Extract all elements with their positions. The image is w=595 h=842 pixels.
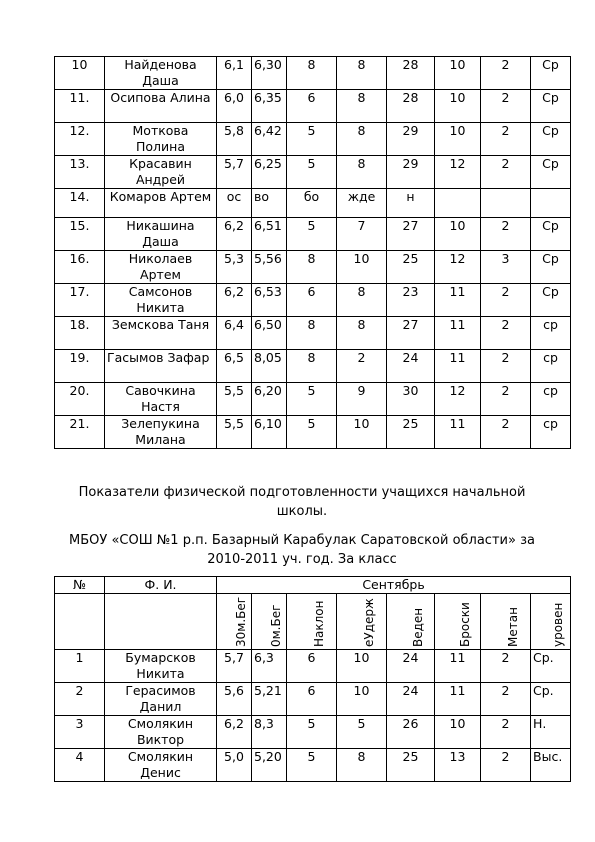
result-cell: 11 [435, 284, 481, 317]
result-cell: 5,7 [217, 650, 252, 683]
vertical-header [387, 594, 435, 650]
caption-school: МБОУ «СОШ №1 р.п. Базарный Карабулак Саратовской области» за 2010-2011 уч. год. За класс [69, 533, 535, 567]
result-cell: 5 [287, 218, 337, 251]
result-cell: 8 [287, 317, 337, 350]
result-cell: 6,5 [217, 350, 252, 383]
student-name: Комаров Артем [105, 189, 217, 218]
row-number: 17. [55, 284, 105, 317]
result-cell: 5 [287, 383, 337, 416]
result-cell: 13 [435, 749, 481, 782]
table-row [55, 683, 571, 716]
result-cell: 6,3 [252, 650, 287, 683]
vertical-header [531, 594, 571, 650]
result-cell: 2 [481, 383, 531, 416]
student-name: Земскова Таня [105, 317, 217, 350]
student-name: Смолякин Виктор [105, 716, 217, 749]
row-number: 21. [55, 416, 105, 449]
vertical-header [252, 594, 287, 650]
result-cell: ср [531, 317, 571, 350]
result-cell: 10 [337, 251, 387, 284]
table-row [55, 749, 571, 782]
header-empty [105, 594, 217, 650]
result-cell: 10 [435, 716, 481, 749]
result-cell: 27 [387, 218, 435, 251]
result-cell: Ср [531, 156, 571, 189]
result-cell: 2 [481, 90, 531, 123]
result-cell: 5,3 [217, 251, 252, 284]
result-cell: 5 [287, 156, 337, 189]
result-cell: 30 [387, 383, 435, 416]
result-cell: 6 [287, 284, 337, 317]
vertical-header [481, 594, 531, 650]
result-cell: 2 [481, 683, 531, 716]
result-cell: ср [531, 416, 571, 449]
result-cell: 25 [387, 749, 435, 782]
student-name: Найденова Даша [105, 57, 217, 90]
result-cell: 28 [387, 57, 435, 90]
result-cell: 8 [287, 251, 337, 284]
result-cell: Н. [531, 716, 571, 749]
student-name: Красавин Андрей [105, 156, 217, 189]
result-cell: 6,10 [252, 416, 287, 449]
result-cell: 6,25 [252, 156, 287, 189]
header-name: Ф. И. [105, 577, 217, 594]
result-cell: 5,56 [252, 251, 287, 284]
row-number: 18. [55, 317, 105, 350]
result-cell: 11 [435, 416, 481, 449]
result-cell: ос [217, 189, 252, 218]
table-row [55, 650, 571, 683]
result-cell: жде [337, 189, 387, 218]
result-cell: 24 [387, 683, 435, 716]
result-cell: 26 [387, 716, 435, 749]
table-row [55, 123, 571, 156]
result-cell: 2 [337, 350, 387, 383]
row-number: 13. [55, 156, 105, 189]
result-cell: 6,53 [252, 284, 287, 317]
result-cell: 6,4 [217, 317, 252, 350]
result-cell: 2 [481, 284, 531, 317]
result-cell: Ср [531, 57, 571, 90]
result-cell: 3 [481, 251, 531, 284]
table-row [55, 218, 571, 251]
table-row [55, 716, 571, 749]
row-number: 4 [55, 749, 105, 782]
result-cell: 5,5 [217, 383, 252, 416]
result-cell: 6,42 [252, 123, 287, 156]
vertical-header-label: Броски [457, 602, 472, 647]
result-cell: 8 [337, 123, 387, 156]
result-cell [531, 189, 571, 218]
student-name: Осипова Алина [105, 90, 217, 123]
result-cell: 9 [337, 383, 387, 416]
result-cell: 8 [337, 90, 387, 123]
row-number: 2 [55, 683, 105, 716]
result-cell: 10 [435, 57, 481, 90]
result-cell: 11 [435, 683, 481, 716]
row-number: 19. [55, 350, 105, 383]
result-cell: 2 [481, 650, 531, 683]
vertical-header-label: 30м.Бег [234, 596, 248, 647]
result-cell: 5,21 [252, 683, 287, 716]
student-name: Никашина Даша [105, 218, 217, 251]
result-cell: 7 [337, 218, 387, 251]
row-number: 1 [55, 650, 105, 683]
result-cell: 6,50 [252, 317, 287, 350]
result-cell: 8 [337, 284, 387, 317]
result-cell: 12 [435, 251, 481, 284]
row-number: 20. [55, 383, 105, 416]
result-cell: 29 [387, 123, 435, 156]
result-cell: 11 [435, 650, 481, 683]
caption-title: Показатели физической подготовленности учащихся начальной школы. [78, 485, 526, 519]
result-cell: 10 [435, 218, 481, 251]
result-cell: Ср [531, 123, 571, 156]
vertical-header-label: Веден [410, 607, 425, 647]
row-number: 11. [55, 90, 105, 123]
result-cell: 2 [481, 123, 531, 156]
vertical-header-label: уровен [550, 602, 565, 647]
result-cell: 2 [481, 416, 531, 449]
result-cell: 10 [435, 123, 481, 156]
result-cell: 6,35 [252, 90, 287, 123]
result-cell: 5,6 [217, 683, 252, 716]
header-empty [55, 594, 105, 650]
result-cell: 24 [387, 650, 435, 683]
result-cell: ср [531, 383, 571, 416]
result-cell: 25 [387, 251, 435, 284]
result-cell: 25 [387, 416, 435, 449]
result-cell: Ср [531, 90, 571, 123]
vertical-header-label: Метан [505, 607, 520, 647]
result-cell: 23 [387, 284, 435, 317]
header-month: Сентябрь [217, 577, 571, 594]
student-name: Зелепукина Милана [105, 416, 217, 449]
result-cell: 27 [387, 317, 435, 350]
result-cell: 2 [481, 716, 531, 749]
result-cell [435, 189, 481, 218]
result-cell: во [252, 189, 287, 218]
result-cell: 11 [435, 350, 481, 383]
vertical-header [287, 594, 337, 650]
result-cell: Ср [531, 284, 571, 317]
result-cell: 5,20 [252, 749, 287, 782]
result-cell: 2 [481, 57, 531, 90]
student-name: Гасымов Зафар [105, 350, 217, 383]
vertical-header [337, 594, 387, 650]
student-name: Бумарсков Никита [105, 650, 217, 683]
result-cell: 8 [337, 749, 387, 782]
result-cell: 5,0 [217, 749, 252, 782]
results-table-top [54, 56, 571, 449]
result-cell: 5 [337, 716, 387, 749]
table-row [55, 350, 571, 383]
result-cell: 5 [287, 416, 337, 449]
result-cell: 2 [481, 350, 531, 383]
result-cell: 6 [287, 683, 337, 716]
result-cell: 24 [387, 350, 435, 383]
result-cell: 6,2 [217, 218, 252, 251]
result-cell: 6,30 [252, 57, 287, 90]
result-cell: Ср. [531, 683, 571, 716]
result-cell: 6 [287, 650, 337, 683]
row-number: 16. [55, 251, 105, 284]
table-row [55, 189, 571, 218]
header-number: № [55, 577, 105, 594]
result-cell: Ср [531, 218, 571, 251]
result-cell: 2 [481, 317, 531, 350]
table-row [55, 251, 571, 284]
row-number: 10 [55, 57, 105, 90]
result-cell: 10 [337, 650, 387, 683]
result-cell: 8 [287, 350, 337, 383]
result-cell: 6 [287, 90, 337, 123]
vertical-header-label: еУдерж [361, 598, 376, 647]
result-cell: 6,51 [252, 218, 287, 251]
result-cell: 8 [337, 156, 387, 189]
student-name: Смолякин Денис [105, 749, 217, 782]
result-cell: 5 [287, 716, 337, 749]
result-cell: 6,20 [252, 383, 287, 416]
result-cell: 6,0 [217, 90, 252, 123]
result-cell: 8,05 [252, 350, 287, 383]
result-cell: 6,2 [217, 284, 252, 317]
result-cell: 8 [287, 57, 337, 90]
row-number: 12. [55, 123, 105, 156]
table-row [55, 156, 571, 189]
vertical-header-label: Наклон [311, 600, 326, 647]
result-cell: 6,2 [217, 716, 252, 749]
vertical-header-label: 0м.Бег [269, 604, 283, 647]
table-row [55, 90, 571, 123]
result-cell: 2 [481, 749, 531, 782]
row-number: 14. [55, 189, 105, 218]
result-cell: 8 [337, 317, 387, 350]
row-number: 15. [55, 218, 105, 251]
result-cell: 6,1 [217, 57, 252, 90]
result-cell: 5,5 [217, 416, 252, 449]
student-name: Самсонов Никита [105, 284, 217, 317]
student-name: Моткова Полина [105, 123, 217, 156]
result-cell: н [387, 189, 435, 218]
result-cell: бо [287, 189, 337, 218]
table-row [55, 416, 571, 449]
student-name: Николаев Артем [105, 251, 217, 284]
result-cell: 10 [337, 683, 387, 716]
result-cell: 12 [435, 383, 481, 416]
result-cell: Ср [531, 251, 571, 284]
table-row [55, 284, 571, 317]
result-cell: 5 [287, 123, 337, 156]
result-cell: 5 [287, 749, 337, 782]
table-row [55, 383, 571, 416]
table-row [55, 317, 571, 350]
result-cell: 10 [435, 90, 481, 123]
row-number: 3 [55, 716, 105, 749]
result-cell: 29 [387, 156, 435, 189]
student-name: Герасимов Данил [105, 683, 217, 716]
result-cell [481, 189, 531, 218]
result-cell: 11 [435, 317, 481, 350]
results-table-bottom [54, 576, 571, 782]
result-cell: 10 [337, 416, 387, 449]
result-cell: Ср. [531, 650, 571, 683]
result-cell: 5,8 [217, 123, 252, 156]
result-cell: ср [531, 350, 571, 383]
result-cell: 5,7 [217, 156, 252, 189]
vertical-header [217, 594, 252, 650]
result-cell: Выс. [531, 749, 571, 782]
result-cell: 12 [435, 156, 481, 189]
vertical-header [435, 594, 481, 650]
result-cell: 2 [481, 218, 531, 251]
result-cell: 8 [337, 57, 387, 90]
student-name: Савочкина Настя [105, 383, 217, 416]
result-cell: 8,3 [252, 716, 287, 749]
result-cell: 2 [481, 156, 531, 189]
table-row [55, 57, 571, 90]
result-cell: 28 [387, 90, 435, 123]
